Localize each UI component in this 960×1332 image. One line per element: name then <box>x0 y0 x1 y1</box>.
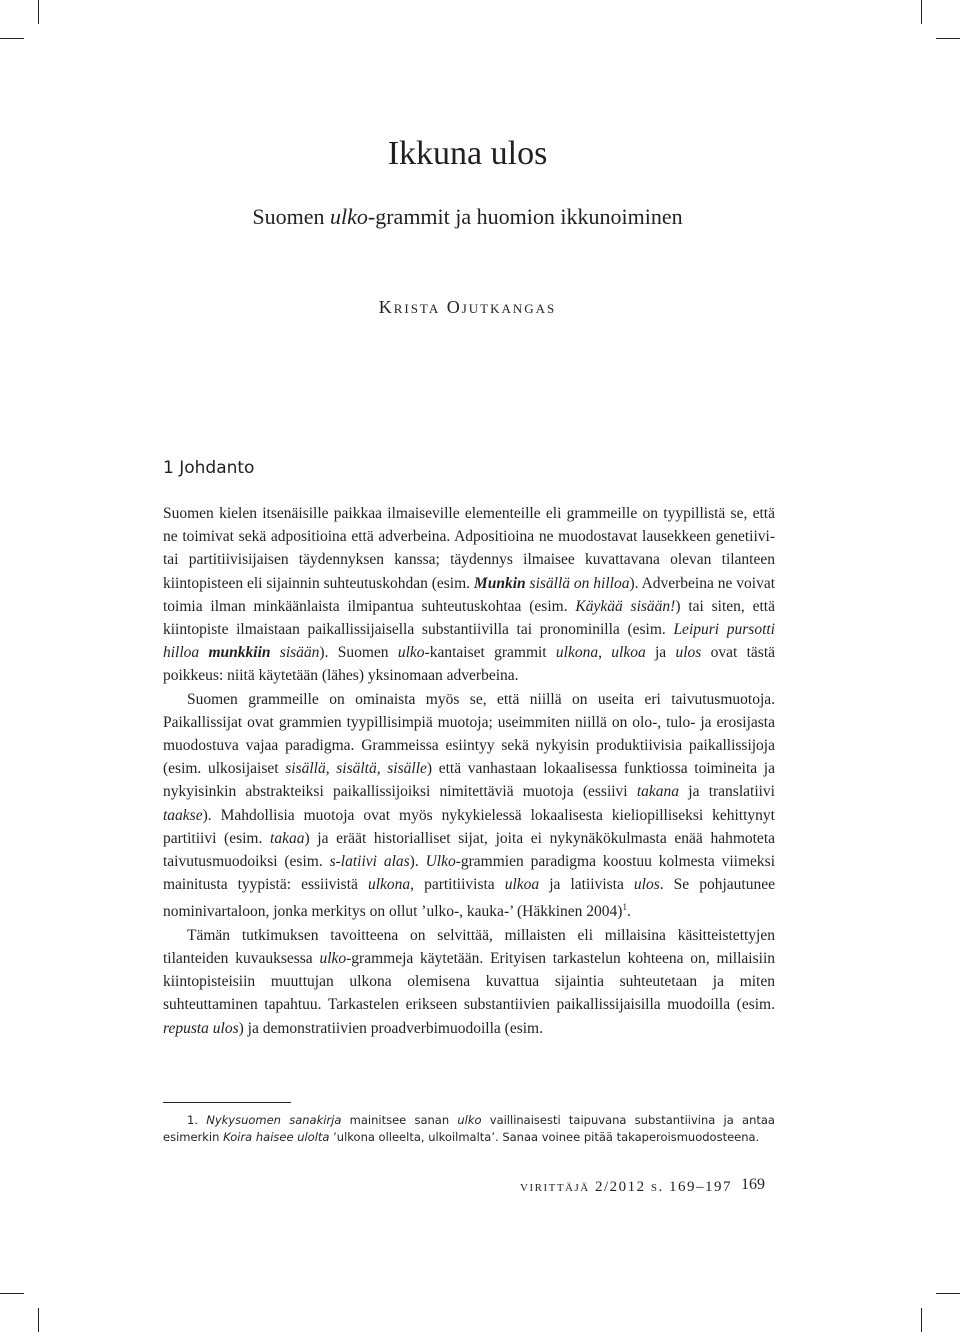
crop-mark-bottom-left-vertical <box>38 1308 39 1332</box>
paragraph-3: Tämän tutkimuksen tavoitteena on selvittää, millaisten eli millaisina käsitteistettyjen tilanteiden kuvauksessa ulko-grammeja käytetään. Erityisen tarkastelun kohteena on, millaisiin kiintopisteisiin muuttujan ulkona olemisena kuvattua sijaintia suhteutetaan ja miten suhteuttaminen tapahtuu. Tarkastelen erikseen substantiivien paikallissijaisilla muodoilla (esim. repusta ulos) ja demonstratiivien proadverbimuodoilla (esim. <box>163 926 775 1037</box>
footnote: 1. Nykysuomen sanakirja mainitsee sanan ulko vaillinaisesti taipuvana substantiivina ja antaa esimerkin Koira haisee ulolta ’ulkona olleelta, ulkoilmalta’. Sanaa voinee pitää takaperoismuodosteena. <box>163 1113 775 1144</box>
crop-mark-bottom-right-vertical <box>921 1308 922 1332</box>
crop-mark-bottom-right-horizontal <box>936 1293 960 1294</box>
author-name: Krista Ojutkangas <box>378 297 557 317</box>
section-heading: 1 Johdanto <box>163 458 255 478</box>
running-footer: virittäjä 2/2012 s. 169–197 <box>520 1179 732 1195</box>
article-title: Ikkuna ulos <box>387 135 548 172</box>
article-subtitle: Suomen ulko-grammit ja huomion ikkunoiminen <box>252 204 683 229</box>
crop-mark-top-left-horizontal <box>0 38 24 39</box>
footnote-number: 1. <box>187 1113 198 1127</box>
paragraph-1: Suomen kielen itsenäisille paikkaa ilmaiseville elementeille eli grammeille on tyypillistä se, että ne toimivat sekä adpositioina että adverbeina. Adpositioina ne muodostavat lausekkeen genetiivi- tai partitiivisijaisen täydennyksen kanssa; täydennys ilmaisee kuvattavana olevan tilanteen kiintopisteen eli sijainnin suhteutuskohdan (esim. Munkin sisällä on hilloa). Adverbeina ne voivat toimia ilman minkäänlaista ilmipantua suhteutuskohtaa (esim. Käykää sisään!) tai siten, että kiintopiste ilmaistaan paikallissijaisella substantiivilla tai pronominilla (esim. Leipuri pursotti hilloa munkkiin sisään). Suomen ulko-kantaiset grammit ulkona, ulkoa ja ulos ovat tästä poikkeus: niitä käytetään (lähes) yksinomaan adverbeina. <box>163 505 776 685</box>
article-body <box>163 502 775 1040</box>
paragraph-2: Suomen grammeille on ominaista myös se, että niillä on useita eri taivutusmuotoja. Paikallissijat ovat grammien tyypillisimpiä muotoja; useimmiten niillä on olo-, tulo- ja erosijasta muodostuva vajaa paradigma. Grammeissa esiintyy sekä nykyisin produktiivisia paikallissijoja (esim. ulkosijaiset sisällä, sisältä, sisälle) että vanhastaan lokaalisessa funktiossa toimineita ja nykyisinkin abstrakteiksi paikallissijoiksi nimitettäviä muotoja (essiivi takana ja translatiivi taakse). Mahdollisia muotoja ovat myös nykykielessä lokaalisesta kieliopilliseksi kehittynyt partitiivi (esim. takaa) ja eräät historialliset sijat, joita ei nykynäkökulmasta enää hahmoteta taivutusmuodoiksi (esim. s-latiivi alas). Ulko-grammien paradigma koostuu kolmesta viimeksi mainitusta tyypistä: essiivistä ulkona, partitiivista ulkoa ja latiivista ulos. Se pohjautunee nominivartaloon, jonka merkitys on ollut ’ulko-, kauka-’ (Häkkinen 2004)$^1$. <box>163 690 776 921</box>
page-number: 169 <box>741 1176 765 1193</box>
crop-mark-top-right-horizontal <box>936 38 960 39</box>
crop-mark-top-right-vertical <box>921 0 922 24</box>
crop-mark-bottom-left-horizontal <box>0 1293 24 1294</box>
crop-mark-top-left-vertical <box>38 0 39 24</box>
footnote-separator <box>163 1102 291 1103</box>
footnote-ref[interactable]: 1 <box>622 902 627 913</box>
